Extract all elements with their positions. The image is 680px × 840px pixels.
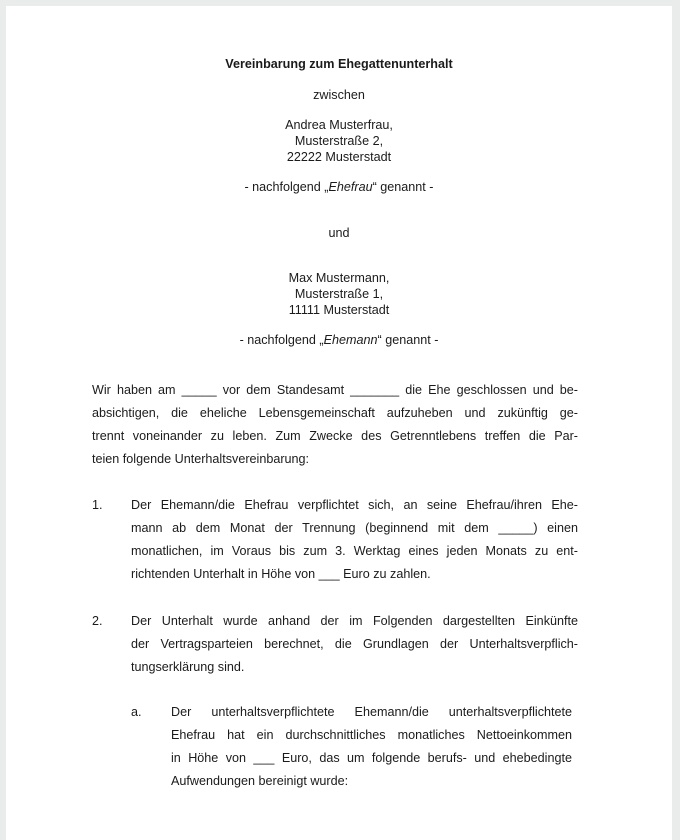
party1-role-prefix: - nachfolgend „ <box>244 180 329 194</box>
and-text: und <box>328 226 350 240</box>
item1-paragraph <box>131 494 578 586</box>
between-text: zwischen <box>313 88 365 102</box>
item2-paragraph <box>131 610 578 679</box>
item2a-letter: a. <box>131 705 142 719</box>
intro-line: absichtigen, die eheliche Lebensgemeinschaft aufzuheben und zukünftig ge- <box>92 406 578 420</box>
item2-line: tungserklärung sind. <box>131 660 245 674</box>
item1-line: Der Ehemann/die Ehefrau verpflichtet sich, an seine Ehefrau/ihren Ehe- <box>131 498 578 512</box>
party1-role-suffix: “ genannt - <box>372 180 434 194</box>
party2-role: Ehemann <box>323 333 378 347</box>
party1-city: 22222 Musterstadt <box>286 150 392 164</box>
party2-role-suffix: “ genannt - <box>377 333 439 347</box>
item2a-line: Ehefrau hat ein durchschnittliches monatliches Nettoeinkommen <box>171 728 572 742</box>
party1-role-line <box>6 179 672 195</box>
item1-line: richtenden Unterhalt in Höhe von ___ Euro zu zahlen. <box>131 567 431 581</box>
party2-role-prefix: - nachfolgend „ <box>239 333 324 347</box>
party2-role-line <box>6 332 672 348</box>
item2-line: der Vertragsparteien berechnet, die Grundlagen der Unterhaltsverpflich- <box>131 637 578 651</box>
item1-number: 1. <box>92 498 103 512</box>
item2a-paragraph <box>171 701 572 793</box>
party2-street: Musterstraße 1, <box>294 287 384 301</box>
item1-line: monatlichen, im Voraus bis zum 3. Werktag eines jeden Monats zu ent- <box>131 544 578 558</box>
party2-city: 11111 Musterstadt <box>288 303 390 317</box>
item2-number: 2. <box>92 614 103 628</box>
document-page <box>6 6 672 840</box>
item2-line: Der Unterhalt wurde anhand der im Folgenden dargestellten Einkünfte <box>131 614 578 628</box>
party1-role: Ehefrau <box>328 180 373 194</box>
intro-line: teien folgende Unterhaltsvereinbarung: <box>92 452 310 466</box>
party1-name: Andrea Musterfrau, <box>285 118 393 132</box>
party1-street: Musterstraße 2, <box>294 134 384 148</box>
item2a-line: Der unterhaltsverpflichtete Ehemann/die unterhaltsverpflichtete <box>171 705 572 719</box>
intro-paragraph <box>92 379 578 471</box>
item2a-line: in Höhe von ___ Euro, das um folgende berufs- und ehebedingte <box>171 751 572 765</box>
party2-name: Max Mustermann, <box>288 271 390 285</box>
document-title: Vereinbarung zum Ehegattenunterhalt <box>225 57 453 71</box>
item1-line: mann ab dem Monat der Trennung (beginnend mit dem _____) einen <box>131 521 578 535</box>
intro-line: trennt voneinander zu leben. Zum Zwecke des Getrenntlebens treffen die Par- <box>92 429 578 443</box>
item2a-line: Aufwendungen bereinigt wurde: <box>171 774 349 788</box>
intro-line: Wir haben am _____ vor dem Standesamt _______ die Ehe geschlossen und be- <box>92 383 578 397</box>
